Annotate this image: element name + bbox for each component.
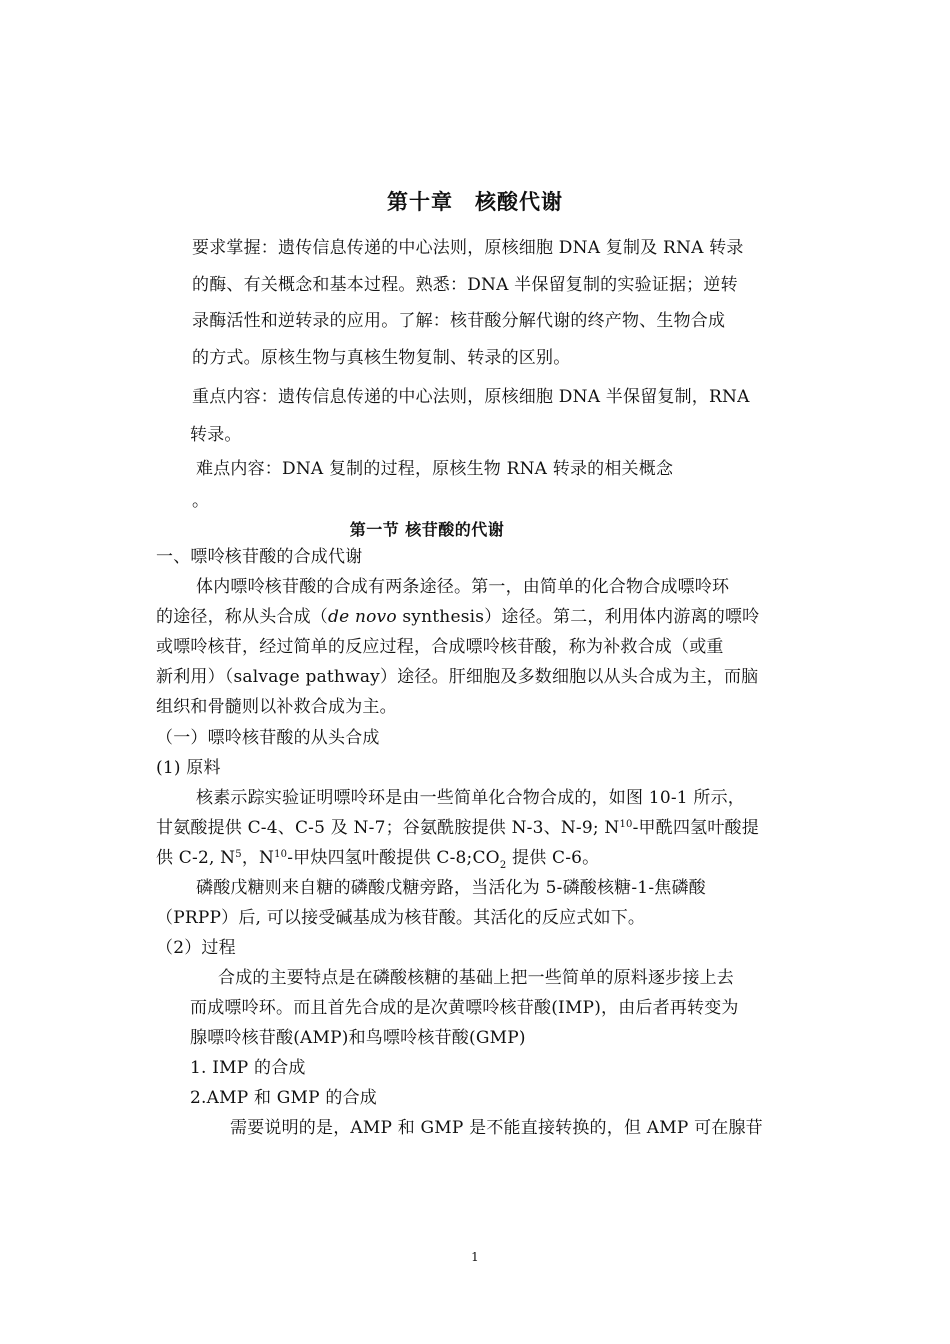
- difficult-points-line-2: 。: [192, 491, 210, 511]
- para1-line-5: 组织和骨髓则以补救合成为主。: [156, 697, 397, 717]
- list-item-amp-gmp: 2.AMP 和 GMP 的合成: [190, 1088, 377, 1108]
- para2-line-2-b: -甲酰四氢叶酸提: [632, 818, 759, 838]
- para3-line-1: 磷酸戊糖则来自糖的磷酸戊糖旁路，当活化为 5-磷酸核糖-1-焦磷酸: [196, 878, 706, 898]
- para3-line-2: （PRPP）后, 可以接受碱基成为核苷酸。其活化的反应式如下。: [156, 908, 646, 928]
- item-process: （2）过程: [156, 938, 236, 958]
- section-title: 第一节 核苷酸的代谢: [349, 520, 505, 539]
- requirements-line-2: 的酶、有关概念和基本过程。熟悉：DNA 半保留复制的实验证据；逆转: [192, 275, 738, 295]
- para2-line-2: [156, 816, 759, 840]
- difficult-points-line-1: 难点内容：DNA 复制的过程，原核生物 RNA 转录的相关概念: [196, 459, 674, 479]
- list-item-imp: 1. IMP 的合成: [190, 1058, 306, 1078]
- para2-line-3-a: 供 C-2, N: [156, 848, 236, 868]
- superscript: 5: [235, 849, 242, 860]
- key-points-line-2: 转录。: [190, 425, 242, 445]
- requirements-line-4: 的方式。原核生物与真核生物复制、转录的区别。: [192, 348, 571, 368]
- para2-line-2-a: 甘氨酸提供 C-4、C-5 及 N-7；谷氨酰胺提供 N-3、N-9; N: [156, 818, 620, 838]
- item-raw-materials: (1) 原料: [156, 758, 221, 778]
- para2-line-3: [156, 846, 599, 870]
- heading-purine-synthesis: 一、嘌呤核苷酸的合成代谢: [156, 547, 363, 567]
- para2-line-1: 核素示踪实验证明嘌呤环是由一些简单化合物合成的，如图 10-1 所示，: [196, 788, 745, 808]
- para1-line-2-a: 的途径，称从头合成（: [156, 607, 328, 627]
- subscript: 2: [499, 860, 507, 871]
- para1-line-2: [156, 605, 759, 629]
- de-novo-term: de novo: [328, 607, 397, 627]
- para2-line-3-c: -甲炔四氢叶酸提供 C-8;CO: [287, 848, 500, 868]
- para5-line-1: 需要说明的是，AMP 和 GMP 是不能直接转换的，但 AMP 可在腺苷: [230, 1118, 763, 1138]
- para1-line-4: 新利用）（salvage pathway）途径。肝细胞及多数细胞以从头合成为主，而脑: [156, 667, 759, 687]
- key-points-line-1: 重点内容：遗传信息传递的中心法则，原核细胞 DNA 半保留复制，RNA: [192, 387, 750, 407]
- para4-line-1: 合成的主要特点是在磷酸核糖的基础上把一些简单的原料逐步接上去: [218, 968, 734, 988]
- para4-line-3: 腺嘌呤核苷酸(AMP)和鸟嘌呤核苷酸(GMP): [190, 1028, 526, 1048]
- requirements-line-1: 要求掌握：遗传信息传递的中心法则，原核细胞 DNA 复制及 RNA 转录: [192, 238, 744, 258]
- chapter-title: 第十章 核酸代谢: [387, 190, 563, 214]
- para4-line-2: 而成嘌呤环。而且首先合成的是次黄嘌呤核苷酸(IMP)，由后者再转变为: [190, 998, 739, 1018]
- para2-line-3-d: 提供 C-6。: [506, 848, 600, 868]
- para1-line-2-b: synthesis）途径。第二，利用体内游离的嘌呤: [396, 607, 760, 627]
- requirements-line-3: 录酶活性和逆转录的应用。了解：核苷酸分解代谢的终产物、生物合成: [192, 311, 726, 331]
- subheading-de-novo: （一）嘌呤核苷酸的从头合成: [156, 728, 380, 748]
- superscript: 10: [274, 849, 288, 860]
- para1-line-3: 或嘌呤核苷，经过简单的反应过程，合成嘌呤核苷酸，称为补救合成（或重: [156, 637, 724, 657]
- superscript: 10: [619, 819, 633, 830]
- page-number: 1: [471, 1250, 479, 1264]
- para2-line-3-b: ，N: [241, 848, 275, 868]
- para1-line-1: 体内嘌呤核苷酸的合成有两条途径。第一，由简单的化合物合成嘌呤环: [196, 577, 730, 597]
